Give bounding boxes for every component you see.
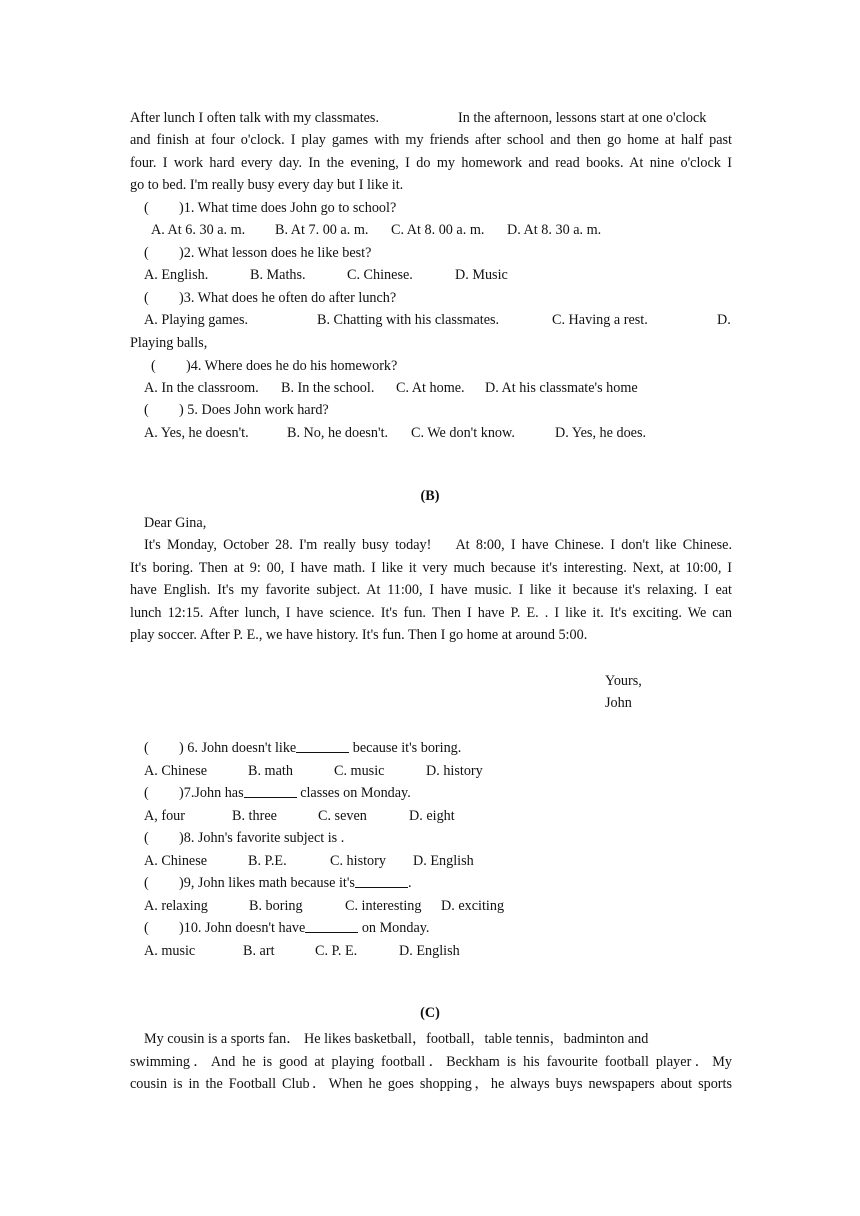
question-stem-end: because it's boring.	[349, 740, 462, 756]
option-b: B. math	[248, 763, 293, 779]
section-b-heading-row	[0, 485, 860, 507]
option-d: D. At his classmate's home	[485, 380, 638, 396]
option-b: B. P.E.	[248, 853, 287, 869]
question-2-options	[0, 264, 860, 286]
option-a: A. music	[144, 943, 196, 959]
letter-greeting: Dear Gina,	[144, 515, 207, 531]
letter-text: It's Monday, October 28. I'm really busy today! At 8:00, I have Chinese. I don't like Chinese.	[144, 537, 732, 553]
question-4-options	[0, 377, 860, 399]
answer-paren: (	[144, 402, 149, 418]
option-d: D. English	[413, 853, 474, 869]
option-b: B. boring	[249, 898, 303, 914]
passage-a-line-3	[0, 152, 860, 174]
question-text: )8. John's favorite subject is .	[179, 830, 345, 846]
question-3-options	[0, 309, 860, 331]
passage-a-line-1	[0, 107, 860, 129]
question-2	[0, 242, 860, 264]
option-c: C. We don't know.	[411, 425, 515, 441]
question-stem-end: .	[407, 875, 412, 891]
passage-a-sentence: After lunch I often talk with my classmates.	[130, 110, 380, 126]
option-a: A. Playing games.	[144, 312, 249, 328]
answer-paren: (	[144, 290, 149, 306]
option-d: D. exciting	[441, 898, 505, 914]
option-c: C. At home.	[396, 380, 465, 396]
letter-line-1	[0, 534, 860, 556]
option-c: C. At 8. 00 a. m.	[391, 222, 485, 238]
question-6	[0, 737, 860, 759]
letter-closing: Yours,	[605, 673, 642, 689]
letter-greeting-row	[0, 512, 860, 534]
question-stem: )7.John has	[179, 785, 244, 801]
passage-a-text: four. I work hard every day. In the evening, I do my homework and read books. At nine o'clock I	[130, 155, 732, 171]
question-text	[179, 782, 411, 804]
question-9-options	[0, 895, 860, 917]
option-b: B. art	[243, 943, 275, 959]
passage-a-sentence: In the afternoon, lessons start at one o'clock	[458, 110, 707, 126]
question-5-options	[0, 422, 860, 444]
option-c: C. music	[334, 763, 385, 779]
section-c-title: (C)	[420, 1005, 440, 1021]
option-a: A. Yes, he doesn't.	[144, 425, 249, 441]
option-b: B. Chatting with his classmates.	[317, 312, 500, 328]
option-c: C. Having a rest.	[552, 312, 648, 328]
option-a: A. English.	[144, 267, 209, 283]
answer-blank	[296, 737, 349, 753]
answer-paren: (	[144, 875, 149, 891]
answer-paren: (	[144, 785, 149, 801]
option-a: A, four	[144, 808, 185, 824]
letter-line-5	[0, 624, 860, 646]
question-7-options	[0, 805, 860, 827]
option-b: B. Maths.	[250, 267, 306, 283]
option-b: B. three	[232, 808, 277, 824]
question-text: )3. What does he often do after lunch?	[179, 290, 397, 306]
option-a: A. At 6. 30 a. m.	[151, 222, 246, 238]
question-text	[179, 917, 429, 939]
question-stem-end: on Monday.	[358, 920, 430, 936]
letter-closing-row	[0, 670, 860, 692]
question-stem: )9, John likes math because it's	[179, 875, 355, 891]
question-text: ) 5. Does John work hard?	[179, 402, 329, 418]
letter-text: play soccer. After P. E., we have history. It's fun. Then I go home at around 5:00.	[130, 627, 588, 643]
question-5	[0, 399, 860, 421]
option-a: A. Chinese	[144, 763, 208, 779]
answer-paren: (	[151, 358, 156, 374]
option-d: D. At 8. 30 a. m.	[507, 222, 602, 238]
question-3	[0, 287, 860, 309]
question-text: )4. Where does he do his homework?	[186, 358, 398, 374]
question-text	[179, 872, 411, 894]
answer-paren: (	[144, 740, 149, 756]
question-10-options	[0, 940, 860, 962]
question-6-options	[0, 760, 860, 782]
letter-line-4	[0, 602, 860, 624]
answer-paren: (	[144, 920, 149, 936]
question-text	[179, 737, 461, 759]
passage-c-text: cousin is in the Football Club．When he goes shopping，he always buys newspapers about sports	[130, 1076, 732, 1092]
passage-a-line-2	[0, 129, 860, 151]
answer-paren: (	[144, 830, 149, 846]
question-stem: )10. John doesn't have	[179, 920, 306, 936]
letter-line-3	[0, 579, 860, 601]
section-c-heading-row	[0, 1002, 860, 1024]
answer-paren: (	[144, 245, 149, 261]
passage-a-text: go to bed. I'm really busy every day but I like it.	[130, 177, 404, 193]
option-d: D. history	[426, 763, 483, 779]
answer-blank	[355, 872, 408, 888]
passage-c-line-1	[0, 1028, 860, 1050]
option-d-text: Playing balls,	[130, 335, 208, 351]
option-c: C. seven	[318, 808, 367, 824]
question-10	[0, 917, 860, 939]
option-c: C. interesting	[345, 898, 422, 914]
option-d: D. Yes, he does.	[555, 425, 647, 441]
passage-c-line-3	[0, 1073, 860, 1095]
option-b: B. No, he doesn't.	[287, 425, 389, 441]
option-d: D.	[717, 312, 731, 328]
question-3-options-cont	[0, 332, 860, 354]
letter-signature: John	[605, 695, 632, 711]
question-1-options	[0, 219, 860, 241]
option-a: A. In the classroom.	[144, 380, 259, 396]
passage-c-text: My cousin is a sports fan． He likes basketball，football，table tennis，badminton and	[144, 1031, 649, 1047]
letter-text: have English. It's my favorite subject. At 11:00, I have music. I like it because it's relaxing. I eat	[130, 582, 732, 598]
letter-text: It's boring. Then at 9: 00, I have math. I like it very much because it's interesting. Next, at 10:00, I	[130, 560, 732, 576]
question-8-options	[0, 850, 860, 872]
question-1	[0, 197, 860, 219]
option-d: D. Music	[455, 267, 508, 283]
letter-line-2	[0, 557, 860, 579]
question-8	[0, 827, 860, 849]
passage-a-line-4	[0, 174, 860, 196]
answer-paren: (	[144, 200, 149, 216]
question-7	[0, 782, 860, 804]
question-9	[0, 872, 860, 894]
question-stem-end: classes on Monday.	[296, 785, 411, 801]
letter-signature-row	[0, 692, 860, 714]
passage-c-text: swimming．And he is good at playing football．Beckham is his favourite football player．My	[130, 1054, 732, 1070]
passage-a-text: and finish at four o'clock. I play games with my friends after school and then go home at half past	[130, 132, 732, 148]
passage-c-line-2	[0, 1051, 860, 1073]
section-b-title: (B)	[420, 488, 440, 504]
option-b: B. At 7. 00 a. m.	[275, 222, 369, 238]
option-c: C. history	[330, 853, 386, 869]
option-d: D. eight	[409, 808, 455, 824]
answer-blank	[244, 782, 297, 798]
question-4	[0, 355, 860, 377]
option-c: C. P. E.	[315, 943, 358, 959]
option-a: A. Chinese	[144, 853, 208, 869]
question-stem: ) 6. John doesn't like	[179, 740, 297, 756]
question-text: )1. What time does John go to school?	[179, 200, 397, 216]
letter-text: lunch 12:15. After lunch, I have science. It's fun. Then I have P. E. . I like it. It's exciting. We can	[130, 605, 732, 621]
question-text: )2. What lesson does he like best?	[179, 245, 372, 261]
option-c: C. Chinese.	[347, 267, 413, 283]
option-b: B. In the school.	[281, 380, 375, 396]
option-a: A. relaxing	[144, 898, 208, 914]
answer-blank	[305, 917, 358, 933]
option-d: D. English	[399, 943, 460, 959]
